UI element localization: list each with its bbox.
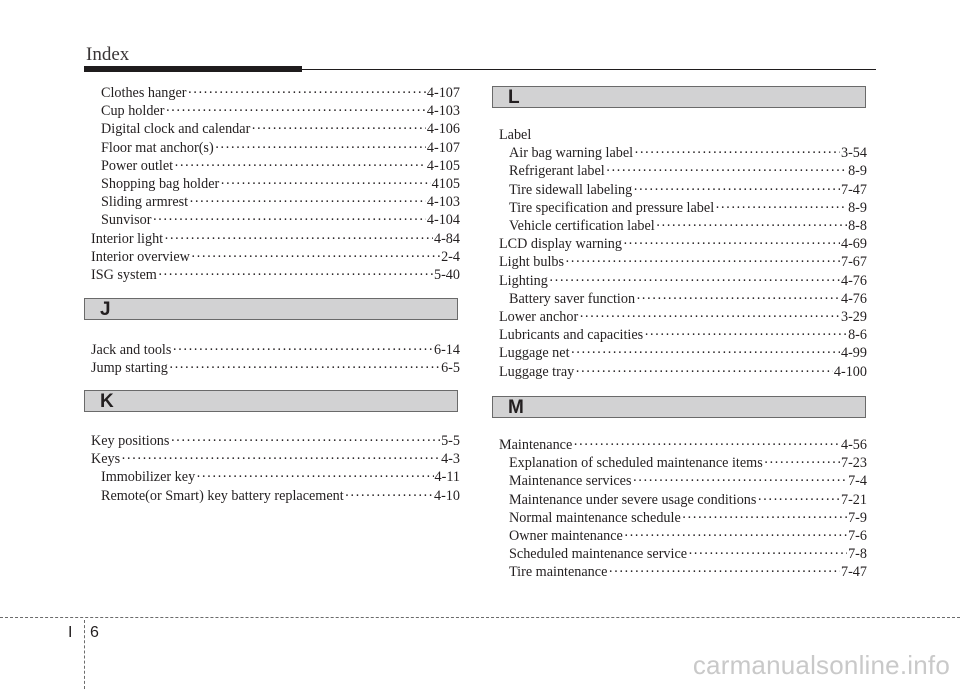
index-entry: [499, 326, 867, 344]
index-entry: [499, 253, 867, 271]
entry-label: Immobilizer key: [101, 469, 196, 486]
entry-page-number: 4105: [431, 176, 460, 193]
section-letter-m: M: [508, 397, 524, 418]
entry-label: Owner maintenance: [509, 528, 623, 545]
index-entry: [499, 308, 867, 326]
entry-page-number: 7-8: [848, 546, 867, 563]
dot-leader: [764, 454, 840, 472]
entry-label: Maintenance under severe usage conditions: [509, 491, 757, 508]
entry-label: Normal maintenance schedule: [509, 509, 681, 526]
dot-leader: [624, 527, 847, 545]
index-entry: [499, 199, 867, 217]
entry-page-number: 8-9: [848, 163, 867, 180]
entry-label: LCD display warning: [499, 236, 622, 253]
dot-leader: [172, 341, 433, 359]
section-k-entries: [91, 432, 460, 505]
index-entry: [91, 468, 460, 486]
entry-page-number: 5-40: [433, 267, 460, 284]
index-entry: [91, 139, 460, 157]
dot-leader: [634, 144, 840, 162]
section-header-l: [492, 86, 866, 108]
entry-page-number: 5-5: [441, 433, 460, 449]
index-entry: [91, 266, 460, 284]
entry-label: Interior light: [91, 230, 164, 247]
entry-label: Vehicle certification label: [509, 218, 655, 235]
entry-label: Remote(or Smart) key battery replacement: [101, 487, 344, 504]
index-entry: [499, 181, 867, 199]
dot-leader: [623, 235, 840, 253]
index-entry: [499, 144, 867, 162]
dot-leader: [633, 472, 848, 490]
index-entry: [91, 248, 460, 266]
entry-label: Power outlet: [101, 157, 174, 174]
entry-page-number: 4-11: [434, 469, 460, 486]
entry-label: Floor mat anchor(s): [101, 139, 214, 156]
entry-page-number: 4-69: [840, 236, 867, 253]
section-letter-k: K: [100, 391, 114, 412]
entry-page-number: 3-29: [840, 309, 867, 326]
index-entry: [499, 527, 867, 545]
entry-label: Tire sidewall labeling: [509, 181, 633, 198]
index-entry: [499, 491, 867, 509]
dot-leader: [188, 84, 426, 102]
index-entry: [91, 359, 460, 377]
dot-leader: [345, 487, 433, 505]
entry-page-number: 6-14: [433, 342, 460, 358]
dot-leader: [656, 217, 847, 235]
entry-page-number: 4-106: [426, 121, 460, 138]
dot-leader: [633, 181, 840, 199]
dot-leader: [682, 509, 847, 527]
dot-leader: [549, 272, 840, 290]
entry-label: Clothes hanger: [101, 85, 187, 101]
entry-label: Lighting: [499, 272, 548, 289]
index-entry: [91, 432, 460, 450]
footer-vertical-divider: [84, 620, 85, 689]
dot-leader: [757, 491, 840, 509]
index-entry: [499, 126, 867, 144]
entry-label: Lower anchor: [499, 309, 579, 326]
entry-page-number: 8-8: [848, 218, 867, 235]
dot-leader: [164, 230, 433, 248]
dot-leader: [573, 436, 840, 454]
entry-label: Explanation of scheduled maintenance items: [509, 455, 763, 472]
index-entry: [499, 563, 867, 581]
header-rule-thick: [84, 66, 302, 72]
index-entry: [499, 436, 867, 454]
entry-label: Lubricants and capacities: [499, 327, 644, 344]
dot-leader: [644, 326, 847, 344]
entry-page-number: 4-105: [426, 157, 460, 174]
index-entry: [91, 157, 460, 175]
entry-page-number: 4-107: [426, 85, 460, 101]
index-entry: [91, 84, 460, 102]
entry-page-number: 4-104: [426, 212, 460, 229]
dot-leader: [191, 248, 440, 266]
index-entry: [499, 363, 867, 381]
index-entry: [91, 193, 460, 211]
index-entry: [499, 235, 867, 253]
footer-page-number: 6: [90, 624, 99, 641]
entry-page-number: 4-56: [840, 437, 867, 453]
dot-leader: [121, 450, 440, 468]
index-entry: [499, 290, 867, 308]
entry-page-number: 4-3: [441, 451, 460, 468]
section-header-m: [492, 396, 866, 418]
entry-page-number: 7-47: [840, 564, 867, 581]
footer-section-letter: I: [68, 624, 73, 641]
entry-page-number: 7-6: [848, 528, 867, 545]
entry-label: Refrigerant label: [509, 163, 605, 180]
entry-label: Jump starting: [91, 360, 168, 377]
entry-label: Air bag warning label: [509, 145, 634, 162]
dot-leader: [169, 359, 440, 377]
entry-label: Maintenance services: [509, 473, 632, 490]
entry-page-number: 6-5: [441, 360, 460, 377]
dot-leader: [579, 308, 840, 326]
header-rule-thin: [302, 69, 876, 70]
entry-label: Maintenance: [499, 437, 573, 453]
section-j-entries: [91, 341, 460, 377]
entry-label: Tire maintenance: [509, 564, 608, 581]
dot-leader: [174, 157, 426, 175]
entry-page-number: 4-107: [426, 139, 460, 156]
index-entry: [499, 217, 867, 235]
dot-leader: [196, 468, 433, 486]
dot-leader: [251, 120, 426, 138]
dot-leader: [215, 139, 426, 157]
section-letter-l: L: [508, 87, 520, 108]
left-column-entries: [91, 84, 460, 284]
dot-leader: [170, 432, 440, 450]
dot-leader: [608, 563, 840, 581]
dot-leader: [565, 253, 840, 271]
footer-divider: [0, 617, 960, 618]
entry-label: Sliding armrest: [101, 194, 189, 211]
section-header-j: [84, 298, 458, 320]
entry-page-number: 4-76: [840, 272, 867, 289]
entry-page-number: 4-99: [840, 345, 867, 362]
section-l-entries: [499, 126, 867, 381]
entry-page-number: 7-9: [848, 509, 867, 526]
entry-page-number: 2-4: [441, 248, 460, 265]
entry-page-number: 7-67: [840, 254, 867, 271]
index-entry: [91, 487, 460, 505]
entry-page-number: 4-84: [433, 230, 460, 247]
entry-label: Jack and tools: [91, 342, 172, 358]
dot-leader: [715, 199, 847, 217]
page-title: Index: [86, 44, 130, 65]
entry-label: Scheduled maintenance service: [509, 546, 688, 563]
dot-leader: [158, 266, 433, 284]
index-entry: [499, 545, 867, 563]
dot-leader: [575, 363, 833, 381]
entry-page-number: 7-23: [840, 455, 867, 472]
dot-leader: [220, 175, 430, 193]
index-entry: [91, 450, 460, 468]
watermark: carmanualsonline.info: [692, 650, 950, 680]
entry-page-number: 4-76: [840, 290, 867, 307]
index-entry: [91, 230, 460, 248]
section-header-k: [84, 390, 458, 412]
entry-label: Digital clock and calendar: [101, 121, 251, 138]
section-letter-j: J: [100, 299, 111, 320]
entry-label: Tire specification and pressure label: [509, 199, 715, 216]
entry-page-number: 3-54: [840, 145, 867, 162]
index-entry: [499, 272, 867, 290]
entry-label: Key positions: [91, 433, 170, 449]
section-m-entries: [499, 436, 867, 582]
dot-leader: [688, 545, 847, 563]
entry-page-number: 4-100: [833, 363, 867, 380]
entry-page-number: 7-4: [848, 473, 867, 490]
entry-label: Light bulbs: [499, 254, 565, 271]
dot-leader: [165, 102, 425, 120]
index-entry: [91, 211, 460, 229]
entry-label: Interior overview: [91, 248, 190, 265]
index-entry: [499, 509, 867, 527]
index-entry: [91, 102, 460, 120]
entry-label: Battery saver function: [509, 290, 636, 307]
index-entry: [91, 175, 460, 193]
index-entry: [91, 341, 460, 359]
index-entry: [499, 454, 867, 472]
index-entry: [499, 162, 867, 180]
entry-page-number: 8-9: [848, 199, 867, 216]
entry-label: Sunvisor: [101, 212, 152, 229]
dot-leader: [189, 193, 426, 211]
entry-label: Cup holder: [101, 103, 165, 120]
entry-page-number: 4-103: [426, 194, 460, 211]
entry-label: Keys: [91, 451, 121, 468]
index-entry: [499, 472, 867, 490]
entry-label: Luggage tray: [499, 363, 575, 380]
dot-leader: [152, 211, 425, 229]
index-entry: [91, 120, 460, 138]
entry-label: Shopping bag holder: [101, 176, 220, 193]
dot-leader: [606, 162, 847, 180]
entry-label: Luggage net: [499, 345, 570, 362]
index-entry: [499, 344, 867, 362]
entry-page-number: 4-10: [433, 487, 460, 504]
entry-page-number: 8-6: [848, 327, 867, 344]
entry-page-number: 7-47: [840, 181, 867, 198]
dot-leader: [571, 344, 840, 362]
entry-label: ISG system: [91, 267, 157, 284]
entry-label: Label: [499, 127, 532, 143]
dot-leader: [636, 290, 840, 308]
entry-page-number: 4-103: [426, 103, 460, 120]
entry-page-number: 7-21: [840, 491, 867, 508]
